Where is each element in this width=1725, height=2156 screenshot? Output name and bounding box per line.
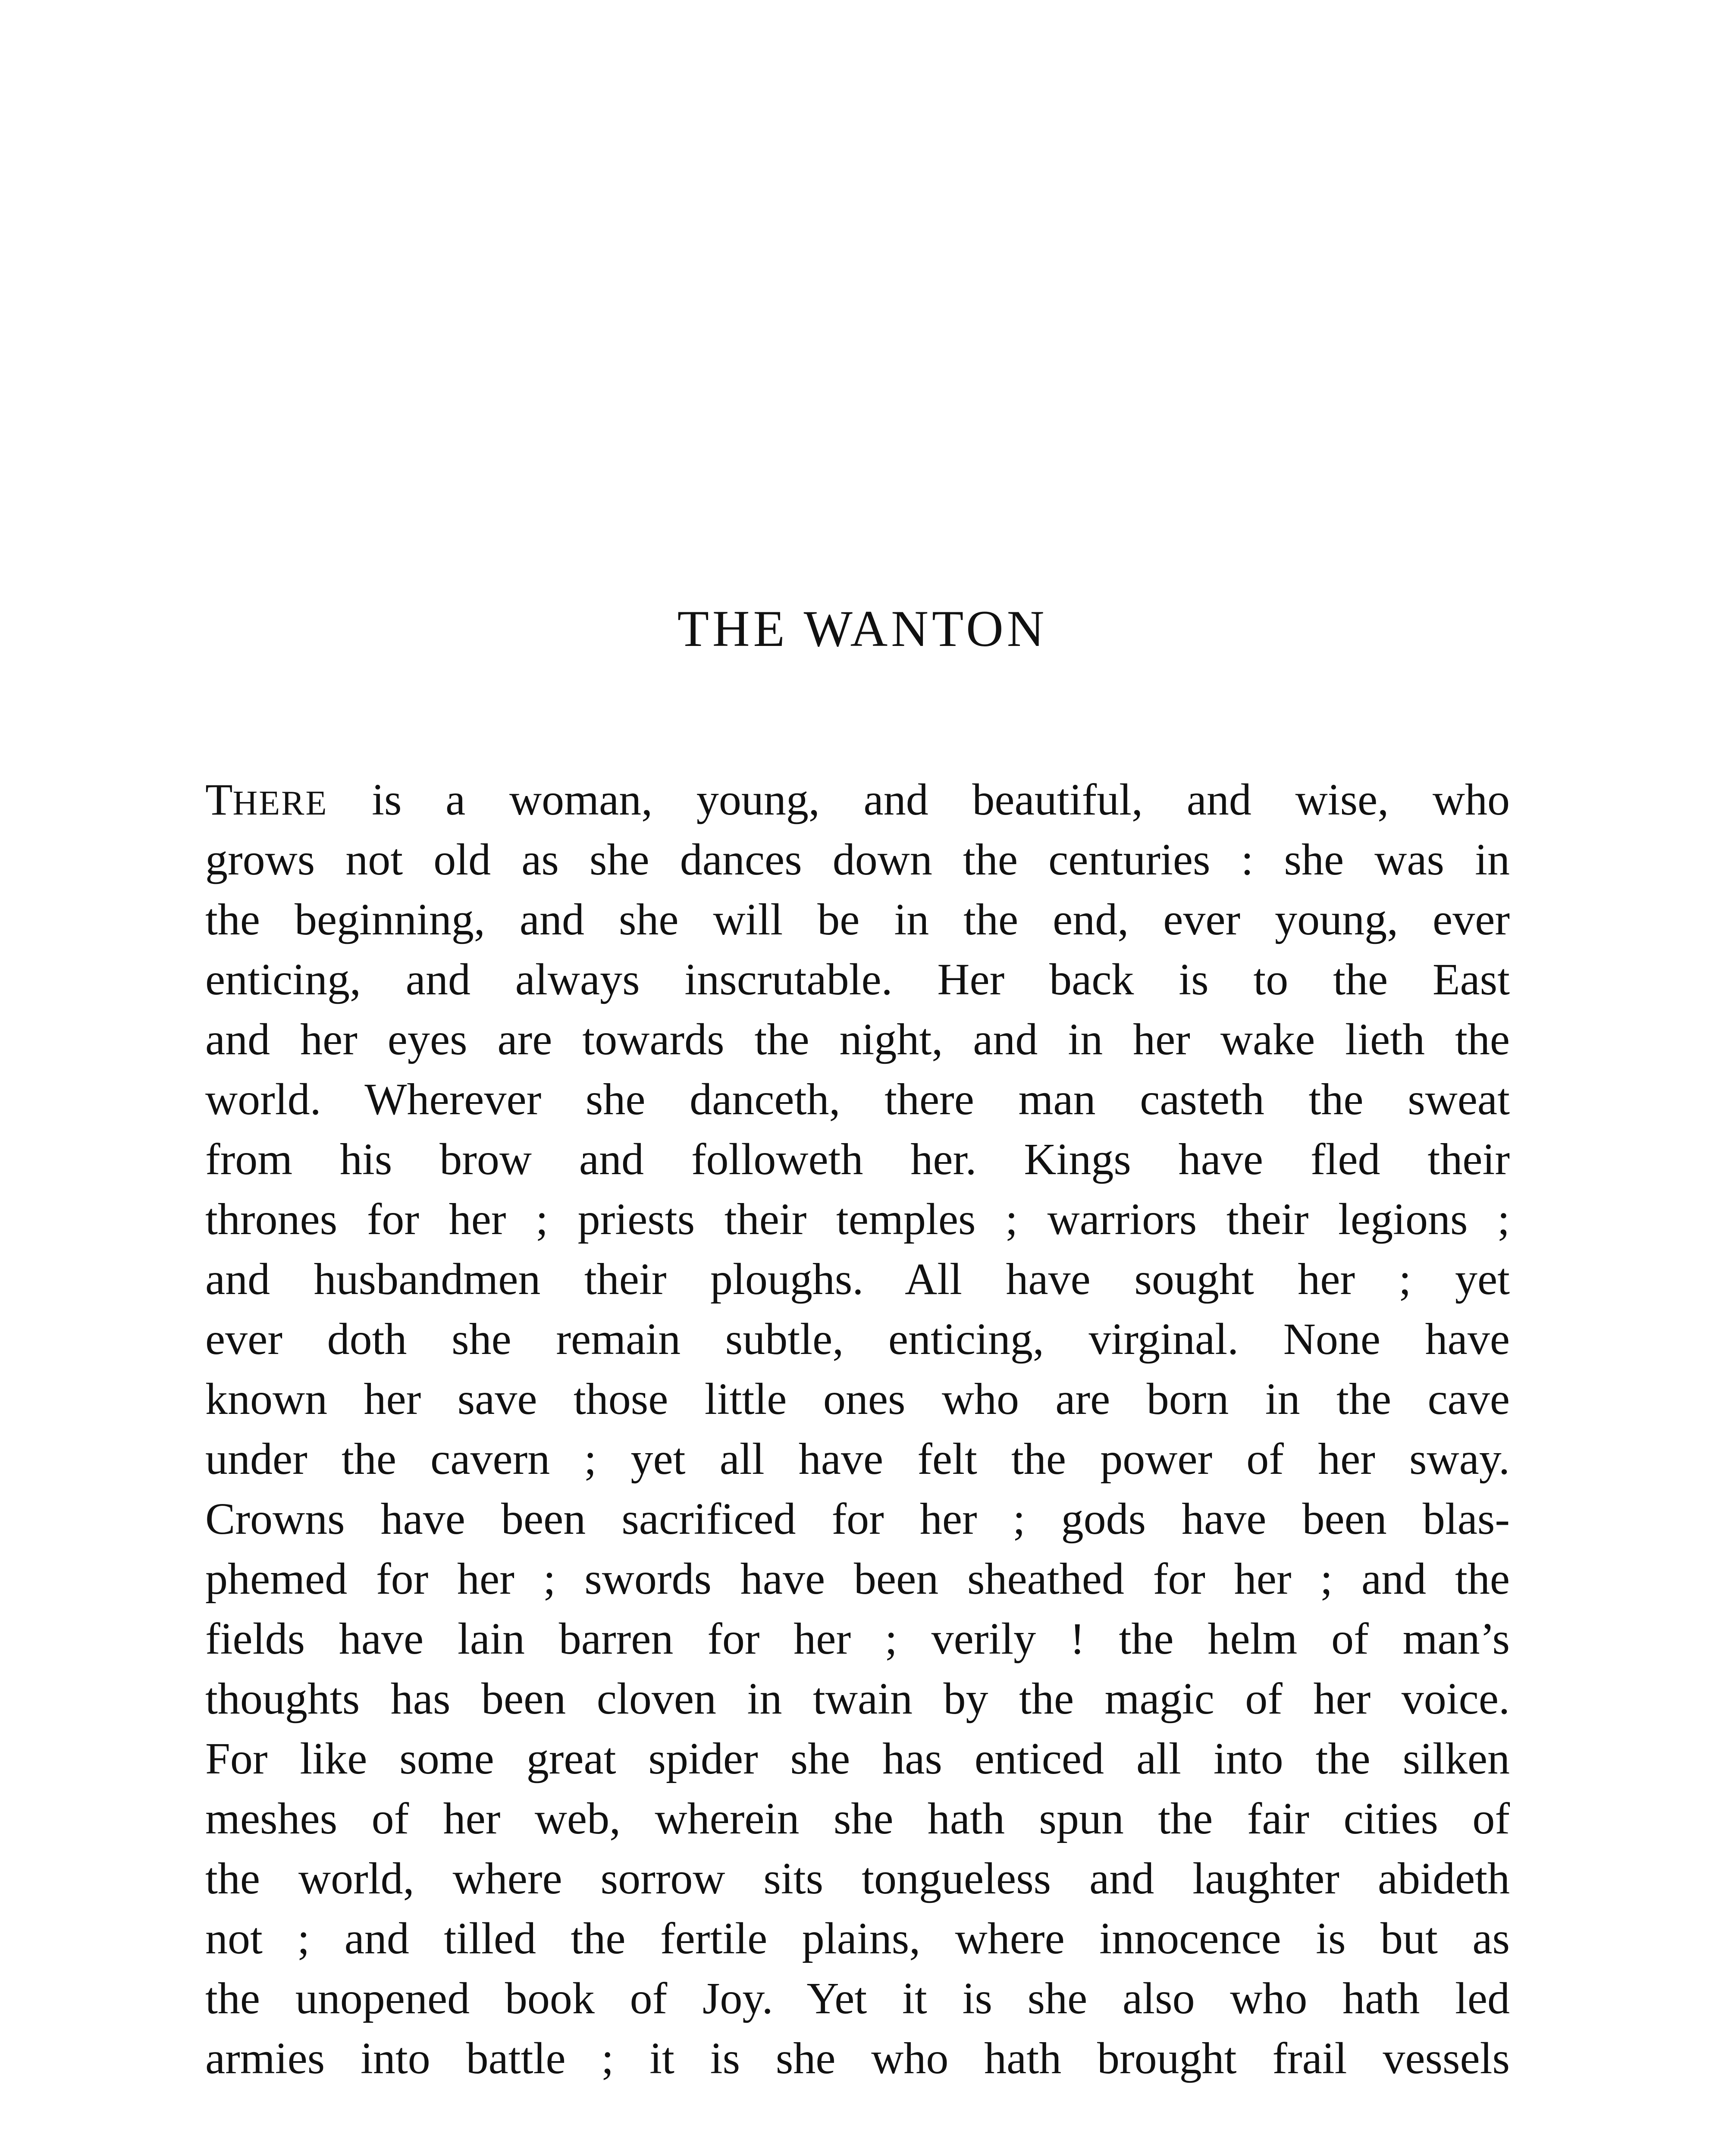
- text-line: Crowns have been sacrificed for her ; gods have been blas-: [205, 1494, 1510, 1544]
- text-line: thrones for her ; priests their temples ; warriors their legions ;: [205, 1194, 1510, 1244]
- text-line: world. Wherever she danceth, there man casteth the sweat: [205, 1075, 1510, 1124]
- text-line-first: [205, 770, 1510, 830]
- text-line: ever doth she remain subtle, enticing, virginal. None have: [205, 1314, 1510, 1364]
- text-line: not ; and tilled the fertile plains, where innocence is but as: [205, 1914, 1510, 1963]
- text-line: thoughts has been cloven in twain by the magic of her voice.: [205, 1674, 1510, 1724]
- text-line: and her eyes are towards the night, and in her wake lieth the: [205, 1015, 1510, 1064]
- chapter-title: THE WANTON: [677, 600, 1048, 657]
- text-line: phemed for her ; swords have been sheathed for her ; and the: [205, 1554, 1510, 1604]
- text-line: under the cavern ; yet all have felt the power of her sway.: [205, 1434, 1510, 1484]
- opening-capital: T: [205, 775, 233, 824]
- text-line: For like some great spider she has enticed all into the silken: [205, 1734, 1510, 1783]
- text-line: grows not old as she dances down the centuries : she was in: [205, 835, 1510, 884]
- text-line: armies into battle ; it is she who hath brought frail vessels: [205, 2034, 1510, 2083]
- text-line: from his brow and followeth her. Kings have fled their: [205, 1134, 1510, 1184]
- text-line: known her save those little ones who are born in the cave: [205, 1374, 1510, 1424]
- text-line: the beginning, and she will be in the end, ever young, ever: [205, 895, 1510, 944]
- opening-small-caps: HERE: [232, 784, 328, 822]
- text-line: the world, where sorrow sits tongueless and laughter abideth: [205, 1854, 1510, 1903]
- first-line-text: is a woman, young, and beautiful, and wise, who: [372, 775, 1510, 824]
- text-line: fields have lain barren for her ; verily ! the helm of man’s: [205, 1614, 1510, 1664]
- text-line: and husbandmen their ploughs. All have sought her ; yet: [205, 1254, 1510, 1304]
- text-line: enticing, and always inscrutable. Her back is to the East: [205, 955, 1510, 1004]
- text-line: the unopened book of Joy. Yet it is she also who hath led: [205, 1974, 1510, 2023]
- body-text: [205, 770, 1510, 2088]
- text-line: meshes of her web, wherein she hath spun the fair cities of: [205, 1794, 1510, 1843]
